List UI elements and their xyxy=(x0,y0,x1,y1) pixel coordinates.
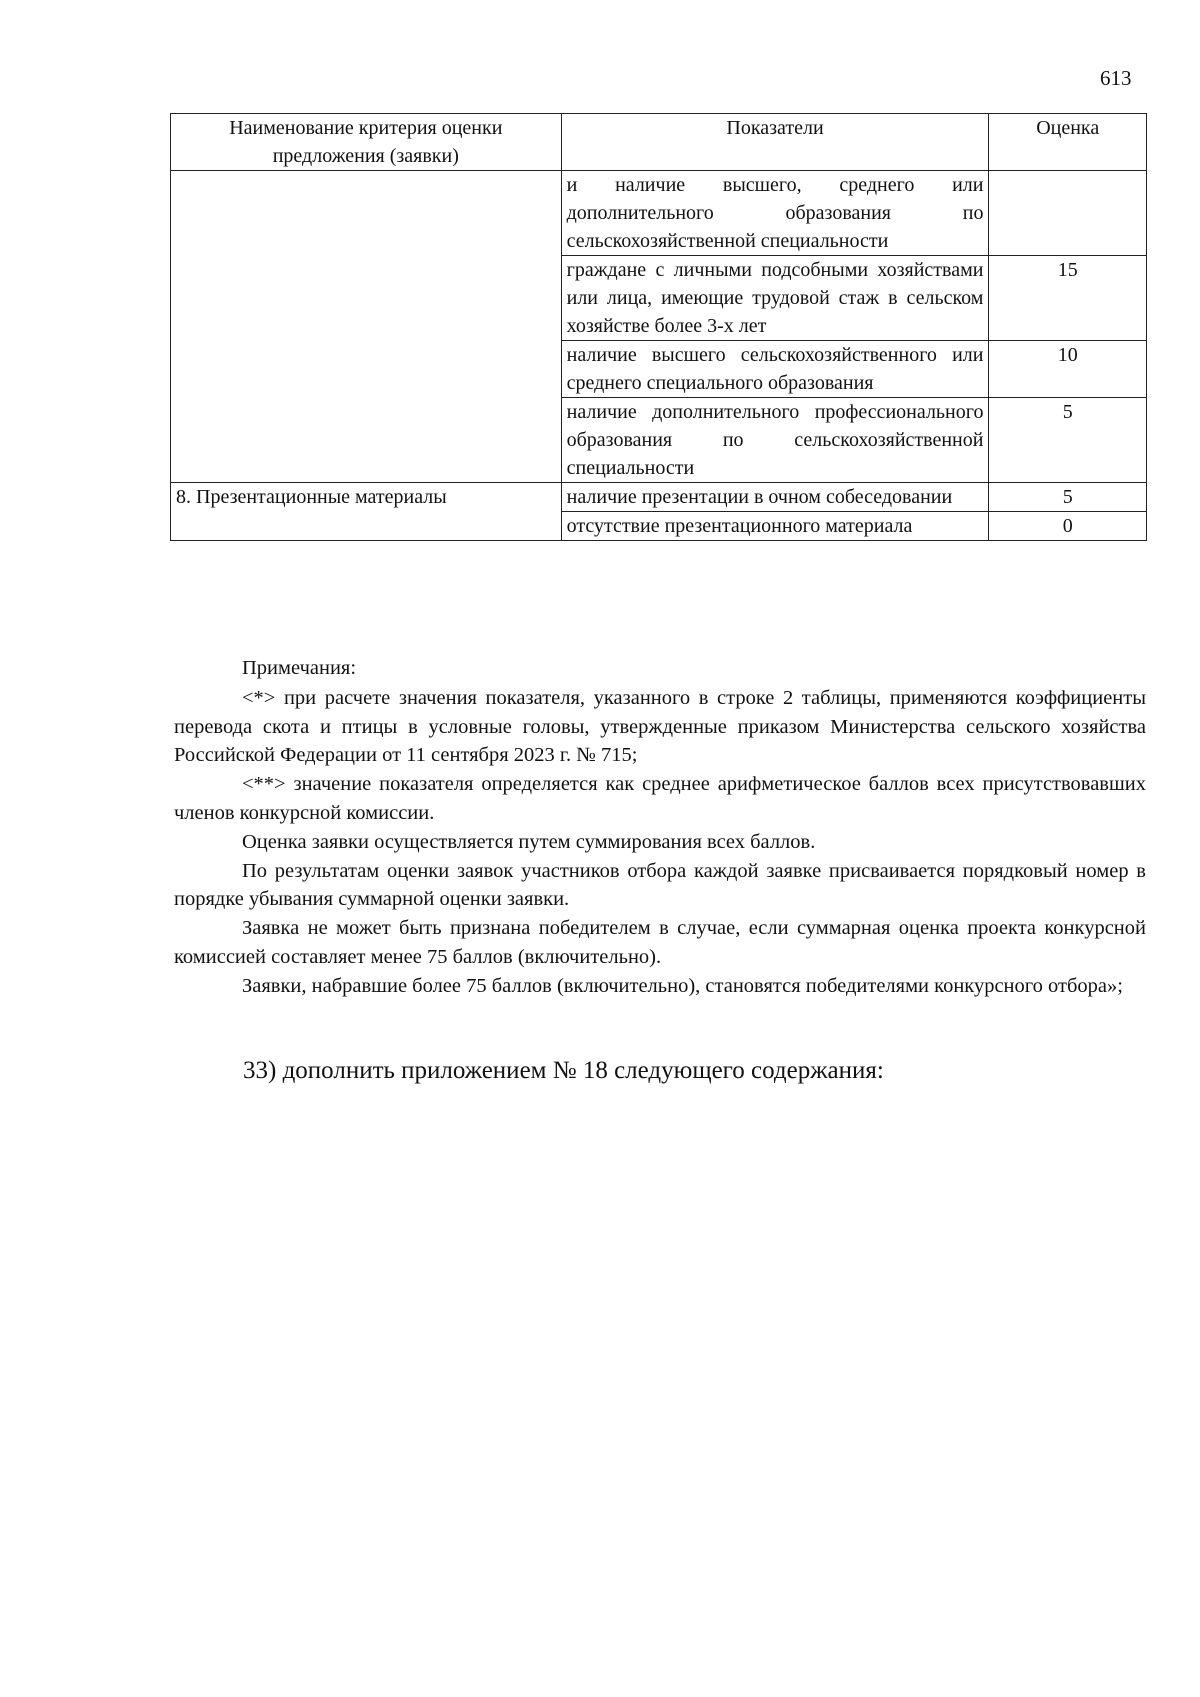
indicator-cell: наличие дополнительного профессионального образования по сельскохозяйственной специальности xyxy=(561,398,989,483)
indicator-cell: и наличие высшего, среднего или дополнительного образования по сельскохозяйственной специальности xyxy=(561,171,989,256)
score-cell: 0 xyxy=(989,512,1147,541)
indicator-cell: отсутствие презентационного материала xyxy=(561,512,989,541)
score-cell: 15 xyxy=(989,256,1147,341)
note-paragraph: По результатам оценки заявок участников отбора каждой заявке присваивается порядковый номер в порядке убывания суммарной оценки заявки. xyxy=(174,859,1146,911)
indicator-cell: наличие высшего сельскохозяйственного или среднего специального образования xyxy=(561,341,989,398)
note-paragraph: <**> значение показателя определяется как среднее арифметическое баллов всех присутствовавших членов конкурсной комиссии. xyxy=(174,773,1146,824)
criterion-cell xyxy=(171,171,562,483)
criterion-cell: 8. Презентационные материалы xyxy=(171,483,562,541)
criteria-table xyxy=(170,113,1147,541)
score-cell: 10 xyxy=(989,341,1147,398)
header-indicators: Показатели xyxy=(561,114,989,171)
page-number: 613 xyxy=(1100,66,1132,90)
note-paragraph: Заявки, набравшие более 75 баллов (включительно), становятся победителями конкурсного отбора»; xyxy=(242,974,1123,997)
indicator-cell: наличие презентации в очном собеседовании xyxy=(561,483,989,512)
header-score: Оценка xyxy=(989,114,1147,171)
note-paragraph: <*> при расчете значения показателя, указанного в строке 2 таблицы, применяются коэффициенты перевода скота и птицы в условные головы, утвержденные приказом Министерства сельского хозяйства Российской Федерации от 11 сентября 2023 г. № 715; xyxy=(174,686,1146,767)
indicator-cell: граждане с личными подсобными хозяйствами или лица, имеющие трудовой стаж в сельском хозяйстве более 3-х лет xyxy=(561,256,989,341)
score-cell: 5 xyxy=(989,483,1147,512)
note-paragraph: Заявка не может быть признана победителем в случае, если суммарная оценка проекта конкурсной комиссией составляет менее 75 баллов (включительно). xyxy=(174,917,1146,968)
score-cell xyxy=(989,171,1147,256)
header-criterion: Наименование критерия оценки предложения (заявки) xyxy=(171,114,562,171)
table-row xyxy=(171,483,1147,512)
table-header-row xyxy=(171,114,1147,171)
table-row xyxy=(171,171,1147,256)
notes-section xyxy=(174,654,1146,1001)
notes-heading: Примечания: xyxy=(242,657,357,679)
amendment-line: 33) дополнить приложением № 18 следующего содержания: xyxy=(243,1057,884,1084)
score-cell: 5 xyxy=(989,398,1147,483)
note-paragraph: Оценка заявки осуществляется путем суммирования всех баллов. xyxy=(242,830,816,853)
